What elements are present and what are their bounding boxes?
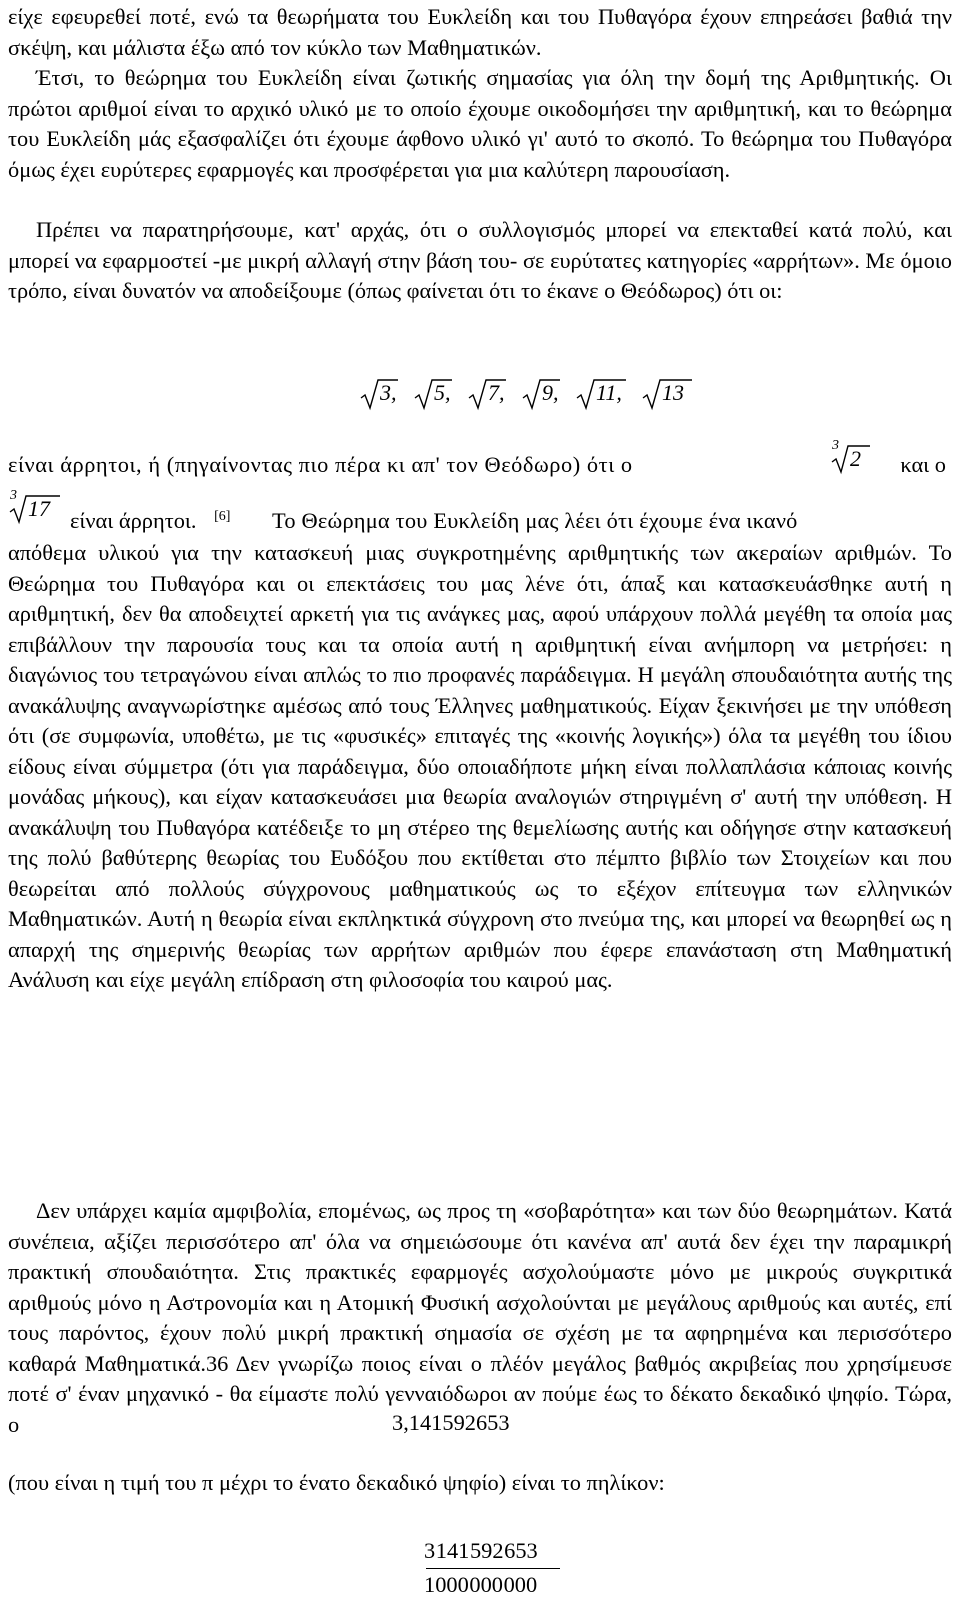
cube-root-17: [8, 488, 62, 528]
cube-root-line-1-end: και ο: [900, 452, 946, 477]
cube-root-2-index: 3: [832, 438, 839, 453]
cube-root-line-1-text: είναι άρρητοι, ή (πηγαίνοντας πιο πέρα κι απ' τον Θεόδωρο) ότι ο: [8, 452, 633, 477]
radicand: 5,: [434, 380, 451, 405]
radicand: 7,: [488, 380, 505, 405]
square-root-13: [642, 376, 706, 412]
pi-value: 3,141592653: [392, 1410, 510, 1435]
square-root-11: [576, 376, 640, 412]
paragraph-2: Έτσι, το θεώρημα του Ευκλείδη είναι ζωτικής σημασίας για όλη την δομή της Αριθμητικής. Οι πρώτοι αριθμοί είναι το αρχικό υλικό με το οποίο έχουμε οικοδομήσει την αριθμητική, και το θεώρημα του Ευκλείδη μάς εξασφαλίζει ότι έχουμε άφθονο υλικό γι' αυτό το σκοπό. Το θεώρημα του Πυθαγόρα όμως έχει ευρύτερες εφαρμογές και προσφέρεται για μια καλύτερη παρουσίαση.: [8, 65, 952, 182]
radicand: 11,: [596, 380, 622, 405]
fraction-numerator: 3 141 592 653: [424, 1538, 538, 1563]
cube-root-17-radicand: 17: [28, 496, 50, 521]
square-root-3: [360, 376, 412, 412]
cube-root-line-2-after: είναι άρρητοι.: [70, 508, 197, 533]
footnote-ref[interactable]: [6]: [214, 508, 231, 524]
square-root-9: [522, 376, 574, 412]
cube-root-line-2: [70, 508, 230, 534]
square-root-5: [414, 376, 466, 412]
cube-root-2-radicand: 2: [850, 446, 861, 471]
radicals-row: [360, 376, 700, 416]
fraction-bar: [426, 1568, 560, 1569]
paragraph-6: (που είναι η τιμή του π μέχρι το ένατο δεκαδικό ψηφίο) είναι το πηλίκον:: [8, 1470, 665, 1495]
square-root-7: [468, 376, 520, 412]
cube-root-2: [830, 438, 870, 478]
cube-root-line-2-rest: Το Θεώρημα του Ευκλείδη μας λέει ότι έχουμε ένα ικανό: [272, 508, 798, 533]
radicand: 9,: [542, 380, 559, 405]
paragraph-3: Πρέπει να παρατηρήσουμε, κατ' αρχάς, ότι ο συλλογισμός μπορεί να επεκταθεί κατά πολύ, και μπορεί να εφαρμοστεί -με μικρή αλλαγή στην βάση του- σε ευρύτατες κατηγορίες «αρρήτων». Με όμοιο τρόπο, είναι δυνατόν να αποδείξουμε (όπως φαίνεται ότι το έκανε ο Θεόδωρος) ότι οι:: [8, 217, 952, 303]
paragraph-1: είχε εφευρεθεί ποτέ, ενώ τα θεωρήματα του Ευκλείδη και του Πυθαγόρα έχουν επηρεάσει βαθιά την σκέψη, και μάλιστα έξω από τον κύκλο των Μαθηματικών.: [8, 4, 952, 60]
radicand: 13: [662, 380, 684, 405]
radicand: 3,: [380, 380, 397, 405]
cube-root-17-index: 3: [10, 488, 17, 503]
fraction-denominator: 1000 000 000: [424, 1572, 538, 1597]
paragraph-4: απόθεμα υλικού για την κατασκευή μιας συγκροτημένης αριθμητικής των ακεραίων αριθμών. Το Θεώρημα του Πυθαγόρα και οι επεκτάσεις του μας λένε ότι, άπαξ και κατασκευάσθηκε αυτή η αριθμητική, δεν θα αποδειχτεί αρκετή για τις ανάγκες μας, αφού υπάρχουν πολλά μεγέθη τα οποία μας επιβάλλουν την παρουσία τους και τα οποία αυτή η αριθμητική είναι ανήμπορη να μετρήσει: η διαγώνιος του τετραγώνου είναι απλώς το πιο προφανές παράδειγμα. Η μεγάλη σπουδαιότητα αυτής της ανακάλυψης αναγνωρίστηκε αμέσως από τους Έλληνες μαθηματικούς. Είχαν ξεκινήσει με την υπόθεση ότι (σε συμφωνία, υποθέτω, με τις «φυσικές» επιταγές της «κοινής λογικής») όλα τα μεγέθη του ίδιου είδους είναι σύμμετρα (ότι για παράδειγμα, δύο οποιαδήποτε μήκη είναι πολλαπλάσια κάποιας κοινής μονάδας μήκους), και είχαν κατασκευάσει μια θεωρία αναλογιών στηριγμένη σ' αυτή την υπόθεση. Η ανακάλυψη του Πυθαγόρα κατέδειξε το μη στέρεο της θεμελίωσης αυτής και οδήγησε στην κατασκευή της πολύ βαθύτερης θεωρίας του Ευδόξου που εκτίθεται στο πέμπτο βιβλίο των Στοιχείων και που θεωρείται από πολλούς σύγχρονους μαθηματικούς ως το εξέχον επίτευγμα των ελληνικών Μαθηματικών. Αυτή η θεωρία είναι εκπληκτικά σύγχρονη στο πνεύμα της, και μπορεί να θεωρηθεί ως η απαρχή της σημερινής θεωρίας των αρρήτων αριθμών που έφερε επανάσταση στη Μαθηματική Ανάλυση και είχε μεγάλη επίδραση στη φιλοσοφία του καιρού μας.: [8, 540, 952, 992]
paragraph-5: Δεν υπάρχει καμία αμφιβολία, επομένως, ως προς τη «σοβαρότητα» και των δύο θεωρημάτων. Κατά συνέπεια, αξίζει περισσότερο απ' όλα να σημειώσουμε ότι κανένα απ' αυτά δεν έχει την παραμικρή πρακτική σπουδαιότητα. Στις πρακτικές εφαρμογές ασχολούμαστε μόνο με μικρούς συγκριτικά αριθμούς μόνο η Αστρονομία και η Ατομική Φυσική ασχολούνται με μεγάλους αριθμούς και αυτές, επί τους παρόντος, έχουν πολύ μικρή πρακτική σημασία σε σχέση με τα αφηρημένα και περισσότερο καθαρά Μαθηματικά.36 Δεν γνωρίζω ποιος είναι ο πλέόν μεγάλος βαθμός ακριβείας που χρησίμευσε ποτέ σ' έναν μηχανικό - θα είμαστε πολύ γενναιόδωροι αν πούμε έως το δέκατο δεκαδικό ψηφίο. Τώρα, ο: [8, 1198, 952, 1437]
